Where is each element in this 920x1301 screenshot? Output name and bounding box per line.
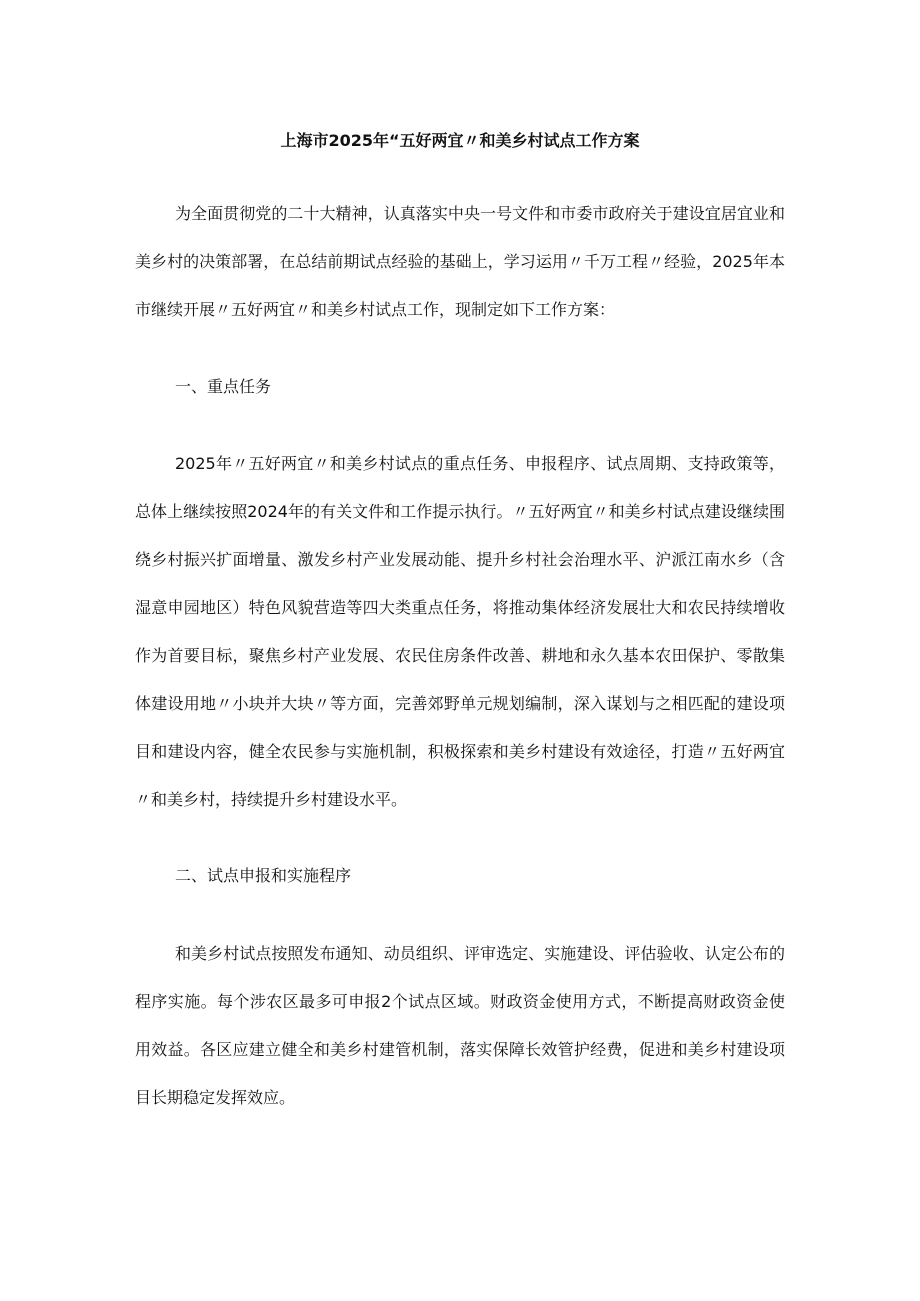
intro-paragraph: 为全面贯彻党的二十大精神，认真落实中央一号文件和市委市政府关于建设宜居宜业和美乡村的决策部署，在总结前期试点经验的基础上，学习运用〃千万工程〃经验，2025年本市继续开展〃五好两宜〃和美乡村试点工作，现制定如下工作方案： [135, 204, 785, 319]
section-body-application-procedure: 和美乡村试点按照发布通知、动员组织、评审选定、实施建设、评估验收、认定公布的程序实施。每个涉农区最多可申报2个试点区域。财政资金使用方式，不断提高财政资金使用效益。各区应建立健全和美乡村建管机制，落实保障长效管护经费，促进和美乡村建设项目长期稳定发挥效应。 [135, 944, 785, 1107]
section-heading-key-tasks: 一、重点任务 [175, 377, 272, 396]
section-heading-application-procedure: 二、试点申报和实施程序 [175, 866, 352, 885]
document-title: 上海市2025年“五好两宜〃和美乡村试点工作方案 [280, 131, 640, 150]
section-body-key-tasks: 2025年〃五好两宜〃和美乡村试点的重点任务、申报程序、试点周期、支持政策等，总体上继续按照2024年的有关文件和工作提示执行。〃五好两宜〃和美乡村试点建设继续围绕乡村振兴扩面增量、激发乡村产业发展动能、提升乡村社会治理水平、沪派江南水乡（含湿意申园地区）特色风貌营造等四大类重点任务，将推动集体经济发展壮大和农民持续增收作为首要目标，聚焦乡村产业发展、农民住房条件改善、耕地和永久基本农田保护、零散集体建设用地〃小块并大块〃等方面，完善郊野单元规划编制，深入谋划与之相匹配的建设项目和建设内容，健全农民参与实施机制，积极探索和美乡村建设有效途径，打造〃五好两宜〃和美乡村，持续提升乡村建设水平。 [135, 454, 785, 809]
